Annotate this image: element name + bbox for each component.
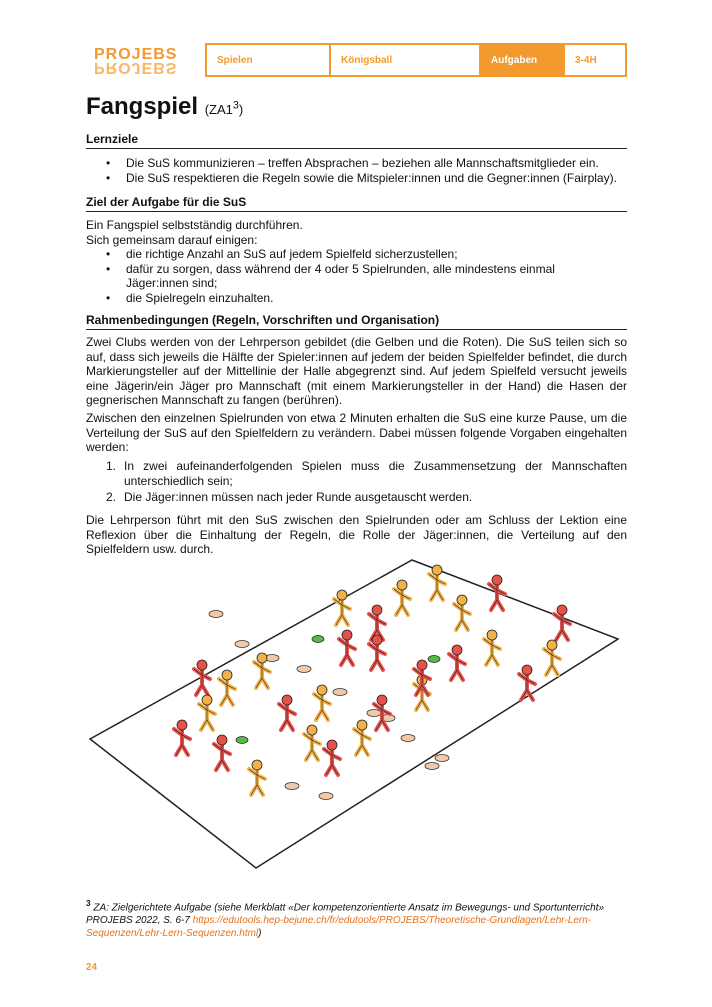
marker-cone <box>435 755 449 762</box>
playing-field-illustration <box>82 556 622 876</box>
marker-cone <box>235 641 249 648</box>
list-item: • Die SuS respektieren die Regeln sowie die Mitspieler:innen und die Gegner:innen (Fairplay). <box>86 171 627 186</box>
ziel-line2: Sich gemeinsam darauf einigen: <box>86 232 258 247</box>
marker-cone <box>319 793 333 800</box>
footnote: $^3$ ZA: Zielgerichtete Aufgabe (siehe Merkblatt «Der kompetenzorientierte Ansatz im Bewegungs- und Sportunterricht» PROJEBS 2022, S. 6-7 https://edutools.hep-bejune.ch/fr/edutools/PROJEBS/Theoretische-Grundlagen/Lehr-Lern-Sequenzen/Lehr-Lern-Sequenzen.html) <box>86 898 605 940</box>
section-rahmen-heading: Rahmenbedingungen (Regeln, Vorschriften und Organisation) <box>86 313 627 330</box>
lernziele-list <box>86 156 627 185</box>
ziel-line1: Ein Fangspiel selbstständig durchführen. <box>86 218 303 232</box>
logo-text-mirror: PROJEBS <box>94 59 178 76</box>
rahmen-p1: Zwei Clubs werden von der Lehrperson gebildet (die Gelben und die Roten). Die SuS teilen sich so auf, dass sich jeweils die Hälfte der Spieler:innen auf jedem der beiden Spielfelder befindet, die durch Markierungsteller auf der Mittellinie der Halle abgegrenzt sind. Auf jedem Spielfeld versucht jeweils eine Jägerin/ein Jäger pro Mannschaft (mit einem Markierungsteller in der Hand) die Hasen der gegnerischen Mannschaft zu fangen (berühren). <box>86 335 627 407</box>
title-main: Fangspiel <box>86 93 199 120</box>
green-marker <box>428 656 440 663</box>
tab-level[interactable]: 3-4H <box>575 54 597 66</box>
marker-cone <box>401 735 415 742</box>
marker-cone <box>297 666 311 673</box>
logo-text: PROJEBS <box>94 46 178 63</box>
tab-spielen[interactable]: Spielen <box>207 45 331 75</box>
tab-koenigsball[interactable]: Königsball <box>331 45 481 75</box>
title-ref: $(ZA1^3)$ <box>204 99 244 117</box>
list-item: 2. Die Jäger:innen müssen nach jeder Runde ausgetauscht werden. <box>106 490 473 504</box>
tab-aufgaben[interactable]: Aufgaben <box>481 45 565 75</box>
field-svg <box>82 556 622 876</box>
rahmen-list <box>86 459 627 505</box>
list-item: • die richtige Anzahl an SuS auf jedem Spielfeld sicherzustellen; <box>86 247 627 262</box>
marker-cone <box>425 763 439 770</box>
page-title <box>86 93 243 121</box>
marker-cone <box>367 710 381 717</box>
ziel-body <box>86 218 627 305</box>
green-marker <box>236 737 248 744</box>
section-ziel-heading: Ziel der Aufgabe für die SuS <box>86 195 627 212</box>
section-lernziele-heading: Lernziele <box>86 132 627 149</box>
list-item: • die Spielregeln einzuhalten. <box>86 291 627 306</box>
page-number: 24 <box>86 962 98 973</box>
green-marker <box>312 636 324 643</box>
field-outline <box>90 560 618 868</box>
marker-cone <box>285 783 299 790</box>
rahmen-p2: Zwischen den einzelnen Spielrunden von etwa 2 Minuten erhalten die SuS eine kurze Pause, um die Verteilung der SuS auf den Spielfeldern zu verändern. Dabei müssen folgende Vorgaben eingehalten werden: <box>86 411 627 454</box>
projebs-logo <box>92 44 192 80</box>
list-item: • dafür zu sorgen, dass während der 4 oder 5 Spielrunden, alle mindestens einmal Jäger:innen sind; <box>86 262 627 291</box>
list-item: • Die SuS kommunizieren – treffen Absprachen – beziehen alle Mannschaftsmitglieder ein. <box>86 156 627 171</box>
marker-cone <box>333 689 347 696</box>
list-item: 1. In zwei aufeinanderfolgenden Spielen muss die Zusammensetzung der Mannschaften unterschiedlich sein; <box>106 459 627 488</box>
footnote-link[interactable]: https://edutools.hep-bejune.ch/fr/edutools/PROJEBS/Theoretische-Grundlagen/Lehr-Lern-Sequenzen/Lehr-Lern-Sequenzen.html <box>86 915 592 940</box>
rahmen-p3: Die Lehrperson führt mit den SuS zwischen den Spielrunden oder am Schluss der Lektion eine Reflexion über die Einhaltung der Regeln, die Rolle der Jäger:innen, die Verteilung auf den Spielfeldern usw. durch. <box>86 513 627 556</box>
marker-cone <box>209 611 223 618</box>
header-breadcrumb <box>205 43 627 77</box>
